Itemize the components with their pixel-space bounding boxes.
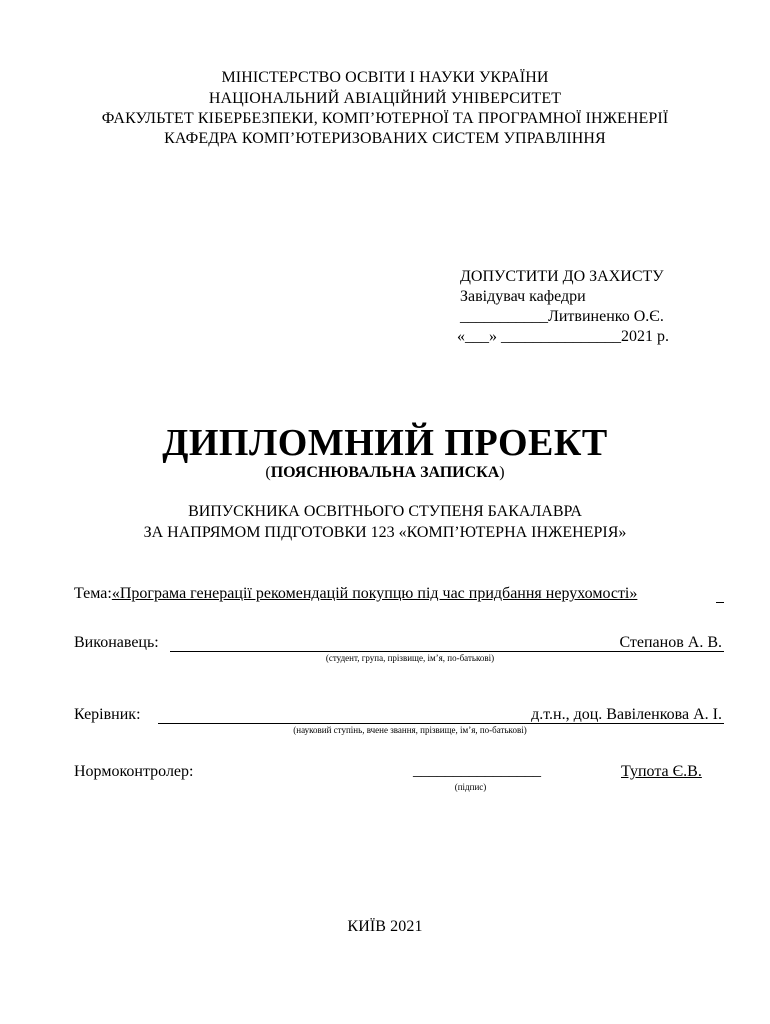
city-year: КИЇВ 2021 bbox=[347, 918, 423, 935]
ministry-line: МІНІСТЕРСТВО ОСВІТИ І НАУКИ УКРАЇНИ bbox=[221, 69, 549, 86]
subtitle-close-paren: ) bbox=[499, 464, 505, 481]
degree-line-2: ЗА НАПРЯМОМ ПІДГОТОВКИ 123 «КОМП’ЮТЕРНА ІНЖЕНЕРІЯ» bbox=[143, 524, 627, 541]
faculty-line: ФАКУЛЬТЕТ КІБЕРБЕЗПЕКИ, КОМП’ЮТЕРНОЇ ТА ПРОГРАМНОЇ ІНЖЕНЕРІЇ bbox=[101, 110, 669, 127]
approval-signature-blank: ___________ bbox=[460, 308, 548, 325]
supervisor-value: д.т.н., доц. Вавіленкова А. І. bbox=[531, 706, 722, 723]
normcontroller-signature-note: (підпис) bbox=[454, 782, 487, 792]
university-line: НАЦІОНАЛЬНИЙ АВІАЦІЙНИЙ УНІВЕРСИТЕТ bbox=[208, 90, 562, 107]
topic-value: «Програма генерації рекомендацій покупцю під час придбання нерухомості» bbox=[111, 585, 638, 602]
approval-heading: ДОПУСТИТИ ДО ЗАХИСТУ bbox=[460, 268, 664, 285]
topic-label: Тема: bbox=[74, 585, 112, 602]
document-title: ДИПЛОМНИЙ ПРОЕКТ bbox=[162, 422, 608, 464]
date-month-blank: _______________ bbox=[501, 328, 621, 345]
supervisor-note: (науковий ступінь, вчене звання, прізвище, ім’я, по-батькові) bbox=[293, 725, 527, 735]
normcontroller-label: Нормоконтролер: bbox=[74, 763, 194, 780]
date-year: 2021 р. bbox=[621, 328, 669, 345]
supervisor-label: Керівник: bbox=[74, 706, 141, 723]
degree-line-1: ВИПУСКНИКА ОСВІТНЬОГО СТУПЕНЯ БАКАЛАВРА bbox=[188, 503, 582, 520]
normcontroller-value: Тупота Є.В. bbox=[621, 763, 702, 780]
topic-row bbox=[74, 585, 637, 603]
performer-value: Степанов А. В. bbox=[619, 634, 722, 651]
date-open-quote: « bbox=[457, 328, 465, 345]
approval-role: Завідувач кафедри bbox=[460, 288, 586, 305]
department-line: КАФЕДРА КОМП’ЮТЕРИЗОВАНИХ СИСТЕМ УПРАВЛІННЯ bbox=[164, 130, 606, 147]
performer-note: (студент, група, прізвище, ім’я, по-батькові) bbox=[325, 653, 495, 663]
date-day-blank: ___ bbox=[465, 328, 489, 345]
subtitle-open-paren: ( bbox=[265, 464, 271, 481]
normcontroller-signature-blank: ________________ bbox=[413, 762, 541, 779]
approval-signature-row bbox=[460, 308, 664, 326]
approval-date-row bbox=[457, 328, 669, 346]
date-close-quote: » bbox=[489, 328, 497, 345]
subtitle-text: ПОЯСНЮВАЛЬНА ЗАПИСКА bbox=[270, 464, 500, 481]
topic-underline-tail bbox=[716, 602, 724, 603]
document-subtitle bbox=[0, 464, 770, 482]
performer-label: Виконавець: bbox=[74, 634, 159, 651]
approval-head-name: Литвиненко О.Є. bbox=[548, 308, 664, 325]
